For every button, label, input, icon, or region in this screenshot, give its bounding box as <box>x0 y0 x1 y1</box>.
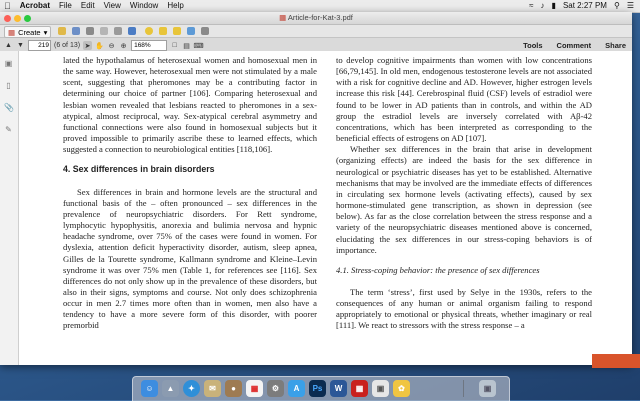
review-icon[interactable] <box>187 27 195 35</box>
hand-tool-icon[interactable]: ✋ <box>95 42 104 50</box>
create-button[interactable] <box>4 26 51 38</box>
dock <box>132 376 510 401</box>
search-icon[interactable]: ⚲ <box>613 1 620 10</box>
app-store-icon[interactable]: A <box>288 380 305 397</box>
page-of-count: (6 of 13) <box>54 42 81 49</box>
word-icon[interactable]: W <box>330 380 347 397</box>
window-title-text: Article-for-Kat-3.pdf <box>287 13 353 22</box>
acrobat-window <box>0 12 632 365</box>
create-icon: ▦ <box>8 27 16 37</box>
trash-icon[interactable]: ▣ <box>479 380 496 397</box>
navigation-pane <box>0 51 19 365</box>
open-icon[interactable] <box>58 27 66 35</box>
wifi-icon[interactable]: ≈ <box>529 1 534 10</box>
safari-icon[interactable]: ✦ <box>183 380 200 397</box>
keyboard-icon[interactable]: ⌨ <box>193 42 204 50</box>
menu-help[interactable]: Help <box>160 1 178 10</box>
bookmarks-icon[interactable]: ▯ <box>6 81 11 90</box>
chevron-down-icon: ▾ <box>43 27 48 37</box>
share-icon[interactable] <box>128 27 136 35</box>
calendar-icon[interactable]: ▦ <box>246 380 263 397</box>
menu-window[interactable]: Window <box>123 1 152 10</box>
scroll-mode-icon[interactable]: ▤ <box>183 42 190 50</box>
sticky-note-icon[interactable] <box>159 27 167 35</box>
edit-pdf-icon[interactable] <box>201 27 209 35</box>
title-bar <box>0 12 632 25</box>
text-column-right <box>336 55 592 332</box>
paragraph: Whether sex differences in the brain that arise in development (organizing effects) are indeed the basis for the sex difference in neurological or psychiatric diseases has yet to be established. Alternative mechanisms that may be involved are the immediate effects of differences in circulating sex hormone levels (activating effects), caused by sex hormone-stimulated gene transcription, as shown in depression (see below). As far as the close correlation between the stress response and a variety of the neuropsychiatric diseases mentioned above is concerned, elucidating the sex differences in our stress-coping behaviors is of importance. <box>336 144 592 255</box>
volume-icon[interactable]: ♪ <box>540 1 545 10</box>
finder-icon[interactable]: ☺ <box>141 380 158 397</box>
battery-icon[interactable]: ▮ <box>551 1 556 10</box>
print-icon[interactable] <box>86 27 94 35</box>
page-thumbnails-icon[interactable]: ▣ <box>4 59 13 68</box>
app-menu[interactable]: Acrobat <box>13 1 44 10</box>
photoshop-icon[interactable]: Ps <box>309 380 326 397</box>
zoom-in-icon[interactable]: ⊕ <box>120 42 127 50</box>
tools-button[interactable]: Tools <box>523 40 543 50</box>
settings-gear-icon[interactable] <box>114 27 122 35</box>
fit-page-icon[interactable]: □ <box>172 42 177 49</box>
paragraph: Sex differences in brain and hormone levels are the structural and functional basis of the – often pronounced – sex differences in the prevalence of neuropsychiatric disorders. For Rett syndrome, lymphocytic hypophysitis, anorexia and bulimia nervosa and hypnic headache syndrome, over 75% of the cases were found in women. For dyslexia, attention deficit hyperactivity disorder, autism, sleep apnea, Gilles de la Tourette syndrome, Kallmann syndrome and Kleine–Levin syndrome it was over 75% men (Table 1, for references see [116]. Sex differences do not only show up in the prevalence of these disorders, but also in their signs, symptoms and course. Not only does schizophrenia occur in men 2.7 times more often than in women, men also have a tendency to have a more severe form of this disorder, with poorer premorbid <box>63 186 317 331</box>
zoom-out-icon[interactable]: ⊖ <box>108 42 115 50</box>
contacts-icon[interactable]: ● <box>225 380 242 397</box>
next-page-icon[interactable]: ▼ <box>17 42 24 49</box>
photos-icon[interactable]: ✿ <box>393 380 410 397</box>
email-icon[interactable] <box>100 27 108 35</box>
text-column-left <box>63 55 317 332</box>
create-label: Create <box>18 27 41 37</box>
menu-view[interactable]: View <box>96 1 115 10</box>
apple-menu-icon[interactable] <box>4 0 11 12</box>
document-viewport[interactable] <box>19 51 632 365</box>
zoom-level-select[interactable]: 168% <box>131 40 167 51</box>
pdf-file-icon: ▦ <box>279 13 287 22</box>
comment-bubble-icon[interactable] <box>145 27 153 35</box>
launchpad-icon[interactable]: ▲ <box>162 380 179 397</box>
notification-center-icon[interactable]: ☰ <box>626 1 634 10</box>
page-number-input[interactable]: 219 <box>28 40 51 51</box>
mail-icon[interactable]: ✉ <box>204 380 221 397</box>
select-cursor-icon[interactable]: ➤ <box>84 42 91 50</box>
signatures-icon[interactable]: ✎ <box>5 125 12 134</box>
paragraph: The term ‘stress’, first used by Selye in the 1930s, refers to the consequences of any human or animal organism failing to respond appropriately to emotional or physical threats, whether imaginary or real [111]. We react to stressors with the stress response – a <box>336 286 592 331</box>
clock[interactable]: Sat 2:27 PM <box>562 1 607 10</box>
system-preferences-icon[interactable]: ⚙ <box>267 380 284 397</box>
toolbar-top <box>0 25 632 38</box>
section-heading: 4. Sex differences in brain disorders <box>63 164 215 175</box>
paragraph: to develop cognitive impairments than women with low concentrations [66,79,145]. In old men, endogenous testosterone levels are not associated with a risk for cognitive decline and AD. However, higher estrogen levels increase this risk [44]. Cerebrospinal fluid (CSF) levels of estradiol were found to be lower in AD patients than in controls, and within the AD group the estradiol levels are inversely correlated with Aβ-42 concentrations, which has been interpreted as corresponding to the beneficial effects of estrogens on AD [107]. <box>336 55 592 144</box>
menu-edit[interactable]: Edit <box>74 1 88 10</box>
window-title <box>0 12 632 24</box>
comment-button[interactable]: Comment <box>556 40 592 50</box>
save-icon[interactable] <box>72 27 80 35</box>
paragraph: lated the hypothalamus of heterosexual women and homosexual men in the same way. However, heterosexual men were not stimulated by a male scent, suggesting that pheromones may be a contributing factor in determining our choice of partner [106]. Comparing heterosexual and lesbian women revealed that lesbians reacted to pheromones in a sex-atypical, almost reciprocal, way. Sex-atypical cerebral asymmetry and functional connections were also found in homosexual subjects but it proved impossible to primarily ascribe these to learned effects, which suggested a connection to neurobiological entities [118,106]. <box>63 55 317 155</box>
background-window-edge <box>592 354 640 368</box>
previous-page-icon[interactable]: ▲ <box>5 42 12 49</box>
acrobat-icon[interactable]: ▦ <box>351 380 368 397</box>
subsection-heading: 4.1. Stress-coping behavior: the presence of sex differences <box>336 264 540 275</box>
share-button[interactable]: Share <box>605 40 626 50</box>
attachments-icon[interactable]: 📎 <box>4 103 14 112</box>
highlight-icon[interactable] <box>173 27 181 35</box>
dock-separator <box>463 380 464 397</box>
menu-file[interactable]: File <box>52 1 66 10</box>
preview-icon[interactable]: ▣ <box>372 380 389 397</box>
